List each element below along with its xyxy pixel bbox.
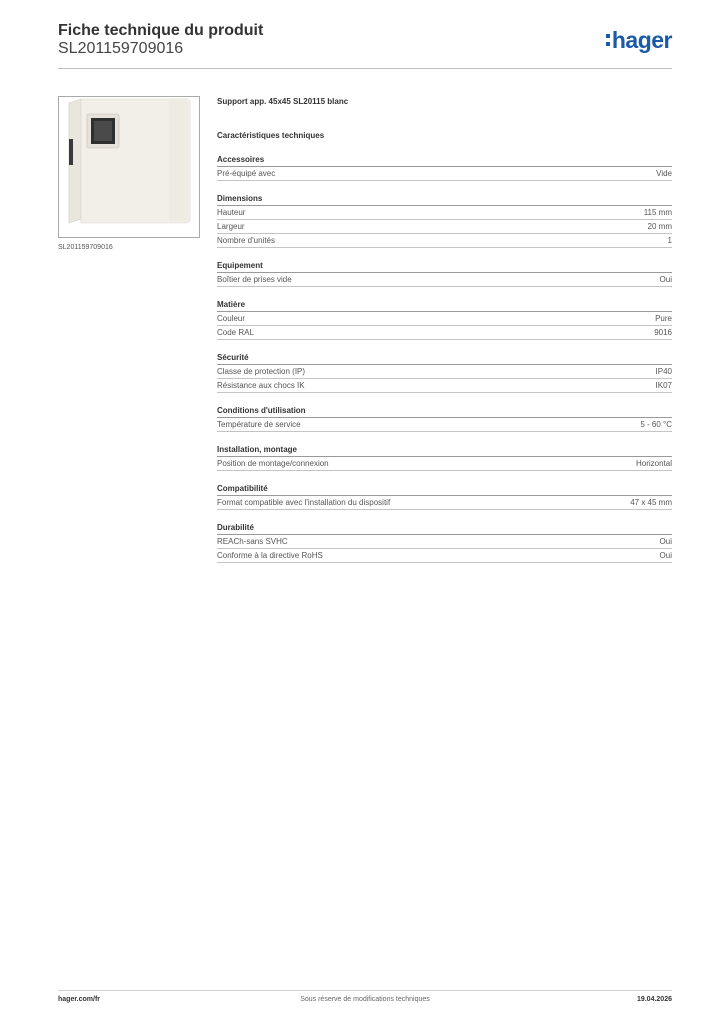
spec-label: Classe de protection (IP) (217, 367, 306, 376)
spec-row (217, 379, 672, 393)
spec-value: 9016 (654, 328, 672, 337)
image-caption: SL201159709016 (58, 244, 113, 251)
spec-label: Position de montage/connexion (217, 459, 329, 468)
page-title: Fiche technique du produit (58, 22, 264, 39)
section-title: Dimensions (217, 193, 672, 206)
section-title: Matière (217, 299, 672, 312)
spec-row (217, 167, 672, 181)
section-title: Accessoires (217, 154, 672, 167)
spec-section (217, 352, 672, 393)
spec-value: Oui (659, 551, 672, 560)
spec-section (217, 444, 672, 471)
hager-logo (606, 28, 672, 52)
spec-value: IK07 (655, 381, 672, 390)
spec-value: Oui (659, 537, 672, 546)
spec-row (217, 326, 672, 340)
product-reference: SL201159709016 (58, 40, 184, 57)
document-header (58, 22, 672, 68)
spec-section (217, 299, 672, 340)
spec-sections (217, 154, 672, 563)
section-title: Durabilité (217, 522, 672, 535)
spec-value: 20 mm (647, 222, 672, 231)
section-title: Equipement (217, 260, 672, 273)
spec-row (217, 496, 672, 510)
spec-label: Résistance aux chocs IK (217, 381, 305, 390)
section-title: Conditions d'utilisation (217, 405, 672, 418)
spec-row (217, 457, 672, 471)
spec-label: Pré-équipé avec (217, 169, 276, 178)
spec-value: 47 x 45 mm (630, 498, 672, 507)
logo-colon-icon (606, 34, 610, 46)
spec-value: Vide (656, 169, 672, 178)
spec-label: Largeur (217, 222, 245, 231)
spec-row (217, 418, 672, 432)
spec-row (217, 365, 672, 379)
footer-website-link[interactable]: hager.com/fr (58, 996, 101, 1003)
header-divider (58, 68, 672, 69)
spec-section (217, 193, 672, 248)
spec-label: Code RAL (217, 328, 254, 337)
technical-specifications (217, 96, 672, 563)
spec-row (217, 234, 672, 248)
spec-row (217, 549, 672, 563)
spec-label: REACh-sans SVHC (217, 537, 288, 546)
spec-row (217, 535, 672, 549)
spec-value: Horizontal (635, 459, 672, 468)
spec-section (217, 405, 672, 432)
spec-value: 115 mm (643, 208, 672, 217)
spec-row (217, 273, 672, 287)
product-photo-icon (59, 97, 199, 237)
specs-heading: Caractéristiques techniques (217, 131, 325, 140)
spec-label: Boîtier de prises vide (217, 275, 292, 284)
spec-label: Format compatible avec l'installation du dispositif (217, 498, 391, 507)
product-image (58, 96, 200, 238)
spec-row (217, 220, 672, 234)
spec-section (217, 483, 672, 510)
spec-label: Hauteur (217, 208, 246, 217)
footer-date: 19.04.2026 (636, 996, 672, 1003)
spec-value: 5 - 60 °C (640, 420, 672, 429)
spec-section (217, 522, 672, 563)
spec-row (217, 312, 672, 326)
spec-label: Couleur (217, 314, 246, 323)
spec-section (217, 154, 672, 181)
logo-text: hager (611, 27, 672, 53)
spec-row (217, 206, 672, 220)
spec-label: Nombre d'unités (217, 236, 275, 245)
spec-label: Conforme à la directive RoHS (217, 551, 323, 560)
spec-label: Température de service (217, 420, 301, 429)
spec-value: 1 (667, 236, 672, 245)
spec-value: Pure (655, 314, 672, 323)
spec-value: IP40 (655, 367, 672, 376)
product-name: Support app. 45x45 SL20115 blanc (217, 97, 349, 106)
spec-section (217, 260, 672, 287)
section-title: Compatibilité (217, 483, 672, 496)
section-title: Sécurité (217, 352, 672, 365)
section-title: Installation, montage (217, 444, 672, 457)
spec-value: Oui (659, 275, 672, 284)
footer-notice: Sous réserve de modifications techniques (300, 996, 430, 1003)
footer-divider (58, 990, 672, 991)
